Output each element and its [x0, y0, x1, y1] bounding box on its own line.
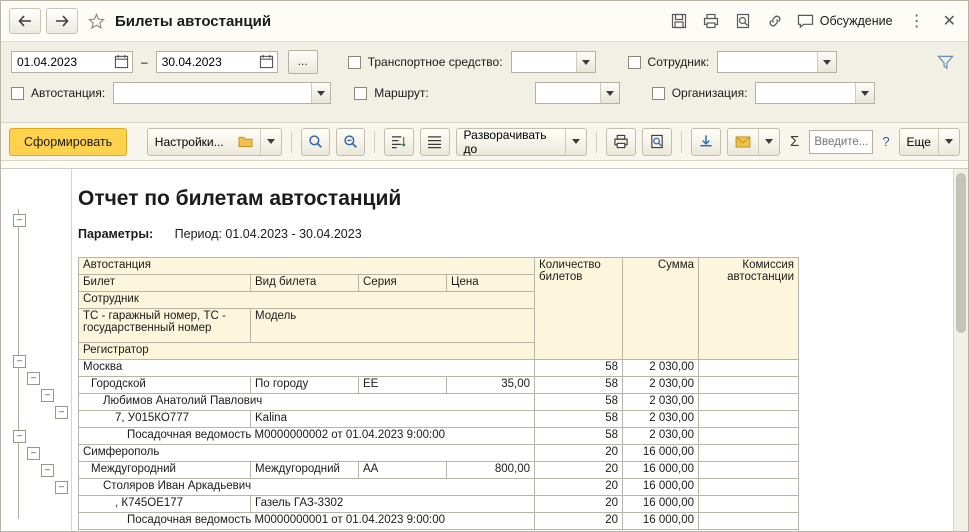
route-select[interactable]: [535, 82, 620, 104]
group-toggle[interactable]: –: [13, 355, 26, 368]
period-more-button[interactable]: ...: [288, 50, 318, 74]
table-row[interactable]: [79, 428, 799, 445]
arrow-left-icon: [18, 15, 32, 27]
chevron-down-icon[interactable]: [565, 129, 586, 155]
parameters-value: Период: 01.04.2023 - 30.04.2023: [174, 227, 362, 241]
date-to-field[interactable]: [156, 51, 278, 73]
cell-count: 20: [535, 479, 623, 496]
header-count: Количество билетов: [535, 258, 623, 360]
report-table: [78, 257, 799, 530]
header-registrar: Регистратор: [79, 343, 535, 360]
table-row[interactable]: [79, 445, 799, 462]
send-mail-button[interactable]: [727, 128, 780, 156]
cell-model: Kalina: [251, 411, 535, 428]
date-from-field[interactable]: [11, 51, 133, 73]
group-toggle[interactable]: –: [27, 372, 40, 385]
filter-row-dates: [11, 50, 958, 74]
chevron-down-icon[interactable]: [938, 129, 959, 155]
header-vehicle: ТС - гаражный номер, ТС - государственный номер: [79, 309, 251, 343]
find-button[interactable]: [301, 128, 330, 156]
organization-select[interactable]: [755, 82, 875, 104]
cell-count: 58: [535, 360, 623, 377]
employee-select[interactable]: [717, 51, 837, 73]
generate-button[interactable]: Сформировать: [9, 128, 127, 156]
header-fee: Комиссия автостанции: [699, 258, 799, 360]
table-row[interactable]: [79, 513, 799, 530]
arrow-right-icon: [55, 15, 69, 27]
header-ticket: Билет: [79, 275, 251, 292]
sigma-icon[interactable]: Σ: [790, 133, 800, 150]
save-file-button[interactable]: [691, 128, 721, 156]
cell-fee: [699, 394, 799, 411]
table-row[interactable]: [79, 462, 799, 479]
cell-fee: [699, 496, 799, 513]
header-sum: Сумма: [623, 258, 699, 360]
scrollbar-thumb[interactable]: [956, 173, 966, 333]
cell-sum: 16 000,00: [623, 445, 699, 462]
cell-count: 20: [535, 496, 623, 513]
report-parameters: [78, 227, 953, 241]
printer-icon: [613, 134, 629, 149]
cell-fee: [699, 360, 799, 377]
print-preview-icon[interactable]: [733, 11, 753, 31]
discussion-button[interactable]: [797, 14, 893, 29]
separator: [596, 131, 597, 153]
page-preview-button[interactable]: [642, 128, 672, 156]
cell-fee: [699, 445, 799, 462]
star-icon: [88, 13, 105, 30]
more-vertical-icon[interactable]: ⋮: [908, 13, 925, 30]
route-checkbox[interactable]: [354, 87, 367, 100]
download-icon: [698, 134, 714, 149]
table-row[interactable]: [79, 496, 799, 513]
cell-registrar: Посадочная ведомость М0000000002 от 01.04.2023 9:00:00: [79, 428, 535, 445]
autostation-label: Автостанция:: [31, 86, 106, 100]
cell-series: АА: [359, 462, 447, 479]
list-button[interactable]: [420, 128, 450, 156]
page-preview-icon: [649, 134, 665, 149]
settings-folder-icon[interactable]: [231, 129, 260, 155]
cell-fee: [699, 513, 799, 530]
filter-row-second: [11, 82, 958, 104]
cell-sum: 16 000,00: [623, 462, 699, 479]
cell-fee: [699, 411, 799, 428]
list-icon: [427, 135, 443, 149]
expand-to-button[interactable]: [456, 128, 588, 156]
separator: [681, 131, 682, 153]
cell-count: 58: [535, 394, 623, 411]
group-gutter: [1, 169, 72, 531]
cell-series: ЕЕ: [359, 377, 447, 394]
report-canvas: [72, 169, 953, 531]
title-bar-actions: [669, 11, 960, 31]
cell-employee: Столяров Иван Аркадьевич: [79, 479, 535, 496]
cell-model: Газель ГАЗ-3302: [251, 496, 535, 513]
structure-icon: [391, 135, 407, 149]
cell-employee: Любимов Анатолий Павлович: [79, 394, 535, 411]
cell-ticket: Междугородний: [79, 462, 251, 479]
cell-ticket-type: По городу: [251, 377, 359, 394]
chevron-down-icon[interactable]: [260, 129, 281, 155]
cell-sum: 16 000,00: [623, 513, 699, 530]
discussion-label: Обсуждение: [819, 14, 893, 28]
vehicle-label: Транспортное средство:: [367, 55, 503, 69]
table-row[interactable]: [79, 411, 799, 428]
table-header-row: [79, 258, 799, 275]
settings-button[interactable]: [147, 128, 282, 156]
cell-sum: 2 030,00: [623, 377, 699, 394]
cell-registrar: Посадочная ведомость М0000000001 от 01.04.2023 9:00:00: [79, 513, 535, 530]
chevron-down-icon[interactable]: [855, 83, 874, 103]
cell-fee: [699, 479, 799, 496]
group-toggle[interactable]: –: [41, 464, 54, 477]
close-icon[interactable]: ✕: [942, 13, 956, 30]
search-next-icon: [343, 134, 358, 149]
chevron-down-icon[interactable]: [817, 52, 836, 72]
report-title: Отчет по билетам автостанций: [78, 187, 402, 210]
settings-label: Настройки...: [154, 134, 224, 149]
employee-checkbox[interactable]: [628, 56, 641, 69]
separator: [291, 131, 292, 153]
cell-vehicle: 7, У015КО777: [79, 411, 251, 428]
more-menu-button[interactable]: [899, 128, 960, 156]
header-autostation: Автостанция: [79, 258, 535, 275]
cell-count: 20: [535, 513, 623, 530]
more-label: Еще: [906, 134, 931, 149]
cell-ticket: Городской: [79, 377, 251, 394]
cell-sum: 2 030,00: [623, 394, 699, 411]
vehicle-select[interactable]: [511, 51, 596, 73]
cell-sum: 16 000,00: [623, 496, 699, 513]
cell-vehicle: , К745ОЕ177: [79, 496, 251, 513]
cell-fee: [699, 428, 799, 445]
cell-count: 58: [535, 411, 623, 428]
chevron-down-icon[interactable]: [311, 83, 330, 103]
table-row[interactable]: [79, 360, 799, 377]
print-icon[interactable]: [701, 11, 721, 31]
chevron-down-icon[interactable]: [576, 52, 595, 72]
vehicle-checkbox[interactable]: [348, 56, 361, 69]
group-toggle[interactable]: –: [41, 389, 54, 402]
group-toggle[interactable]: –: [27, 447, 40, 460]
envelope-icon[interactable]: [728, 129, 758, 155]
route-label: Маршрут:: [374, 86, 429, 100]
report-area: [1, 168, 968, 531]
cell-count: 58: [535, 377, 623, 394]
date-range-dash: –: [141, 55, 148, 69]
vertical-scrollbar[interactable]: [953, 169, 968, 531]
organization-checkbox[interactable]: [652, 87, 665, 100]
cell-sum: 16 000,00: [623, 479, 699, 496]
cell-price: 800,00: [447, 462, 535, 479]
filter-icon[interactable]: [937, 54, 954, 74]
calendar-icon[interactable]: [114, 54, 130, 70]
forward-button[interactable]: [46, 8, 78, 34]
chevron-down-icon[interactable]: [600, 83, 619, 103]
employee-label: Сотрудник:: [647, 55, 710, 69]
cell-group: Симферополь: [79, 445, 535, 462]
save-icon[interactable]: [669, 11, 689, 31]
command-bar: [1, 123, 968, 161]
help-icon[interactable]: ?: [882, 134, 890, 149]
cell-count: 20: [535, 462, 623, 479]
header-employee: Сотрудник: [79, 292, 535, 309]
calendar-icon[interactable]: [259, 54, 275, 70]
cell-group: Москва: [79, 360, 535, 377]
autostation-select[interactable]: [113, 82, 331, 104]
table-row[interactable]: [79, 479, 799, 496]
page-title: Билеты автостанций: [115, 12, 272, 30]
cell-price: 35,00: [447, 377, 535, 394]
autostation-checkbox[interactable]: [11, 87, 24, 100]
print-button[interactable]: [606, 128, 636, 156]
cell-count: 58: [535, 428, 623, 445]
cell-sum: 2 030,00: [623, 411, 699, 428]
header-ticket-type: Вид билета: [251, 275, 359, 292]
table-row[interactable]: [79, 377, 799, 394]
cell-sum: 2 030,00: [623, 428, 699, 445]
structure-button[interactable]: [384, 128, 414, 156]
header-model: Модель: [251, 309, 535, 343]
table-row[interactable]: [79, 394, 799, 411]
chat-icon: [797, 14, 814, 29]
separator: [374, 131, 375, 153]
organization-label: Организация:: [671, 86, 748, 100]
cell-sum: 2 030,00: [623, 360, 699, 377]
link-icon[interactable]: [765, 11, 785, 31]
group-toggle[interactable]: –: [55, 406, 68, 419]
search-icon: [308, 134, 323, 149]
chevron-down-icon[interactable]: [758, 129, 779, 155]
filter-panel: [1, 41, 968, 123]
cell-fee: [699, 377, 799, 394]
group-toggle[interactable]: –: [13, 214, 26, 227]
search-input[interactable]: [809, 130, 873, 154]
expand-to-label: Разворачивать до: [463, 127, 547, 156]
parameters-label: Параметры:: [78, 227, 154, 241]
header-series: Серия: [359, 275, 447, 292]
back-button[interactable]: [9, 8, 41, 34]
cell-fee: [699, 462, 799, 479]
cell-count: 20: [535, 445, 623, 462]
title-bar: [1, 1, 968, 41]
group-toggle[interactable]: –: [13, 430, 26, 443]
cell-ticket-type: Междугородний: [251, 462, 359, 479]
group-toggle[interactable]: –: [55, 481, 68, 494]
find-next-button[interactable]: [336, 128, 365, 156]
favorite-button[interactable]: [83, 9, 109, 33]
header-price: Цена: [447, 275, 535, 292]
